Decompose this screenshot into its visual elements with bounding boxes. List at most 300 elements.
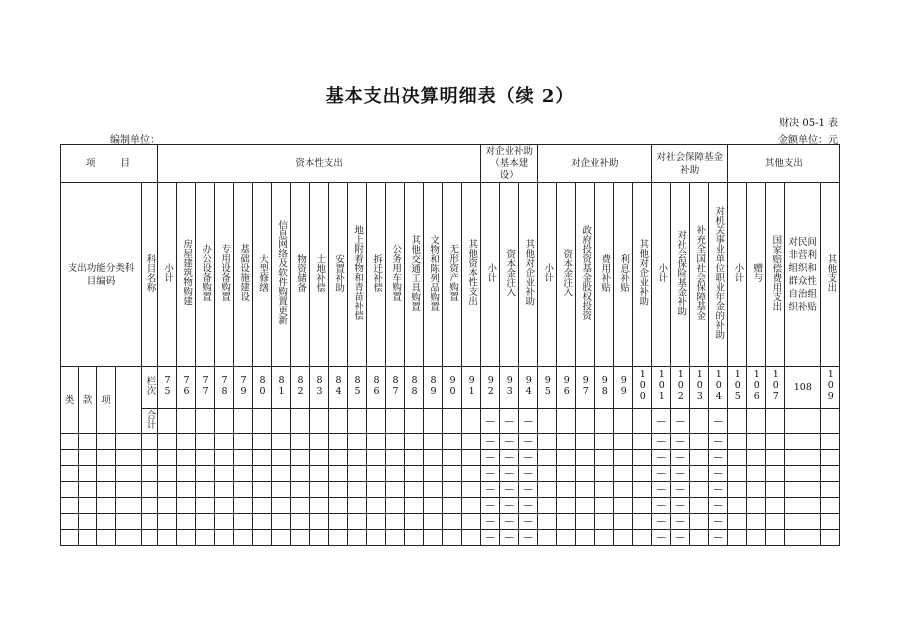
blank-cell <box>253 450 272 466</box>
blank-cell <box>177 498 196 514</box>
table-row <box>61 498 840 514</box>
blank-cell <box>633 434 652 450</box>
blank-cell <box>177 530 196 546</box>
blank-cell <box>690 450 709 466</box>
blank-cell <box>253 514 272 530</box>
blank-cell <box>557 530 576 546</box>
column-header-88 <box>405 183 424 367</box>
column-number-92 <box>481 367 500 409</box>
blank-cell <box>576 466 595 482</box>
column-number-106-text: 106 <box>751 369 763 402</box>
column-header-78 <box>215 183 234 367</box>
column-number-96-text: 96 <box>561 374 573 397</box>
dash-cell: — <box>652 530 671 546</box>
column-number-77 <box>196 367 215 409</box>
blank-cell <box>766 530 785 546</box>
blank-cell <box>728 530 747 546</box>
blank-cell <box>329 514 348 530</box>
dash-cell: — <box>500 498 519 514</box>
blank-cell <box>142 450 158 466</box>
dash-cell: — <box>519 482 538 498</box>
total-cell <box>386 409 405 434</box>
blank-cell <box>79 466 97 482</box>
column-number-95-text: 95 <box>542 374 554 397</box>
blank-cell <box>79 434 97 450</box>
blank-cell <box>576 530 595 546</box>
column-header-78-text: 专用设备购置 <box>219 244 231 301</box>
blank-cell <box>177 450 196 466</box>
blank-cell <box>158 450 177 466</box>
blank-cell <box>234 434 253 450</box>
blank-cell <box>728 514 747 530</box>
column-header-80-text: 大型修缮 <box>257 253 269 292</box>
blank-cell <box>234 514 253 530</box>
dash-cell: — <box>519 466 538 482</box>
blank-cell <box>443 450 462 466</box>
column-header-92-text: 小计 <box>485 263 497 282</box>
dash-cell: — <box>519 434 538 450</box>
dash-cell: — <box>709 482 728 498</box>
blank-cell <box>310 482 329 498</box>
blank-cell <box>142 530 158 546</box>
blank-cell <box>348 514 367 530</box>
blank-cell <box>576 434 595 450</box>
dash-cell: — <box>481 450 500 466</box>
dash-cell: — <box>709 409 728 434</box>
dash-cell: — <box>500 466 519 482</box>
column-number-109 <box>821 367 840 409</box>
blank-cell <box>595 514 614 530</box>
column-number-109-text: 109 <box>825 369 837 402</box>
blank-cell <box>348 530 367 546</box>
blank-cell <box>538 530 557 546</box>
blank-cell <box>97 530 116 546</box>
blank-cell <box>405 514 424 530</box>
blank-cell <box>116 530 142 546</box>
column-number-88-text: 88 <box>409 374 421 397</box>
blank-cell <box>614 530 633 546</box>
column-number-84-text: 84 <box>333 374 345 397</box>
blank-cell <box>272 450 291 466</box>
form-code: 财决 05-1 表 <box>779 118 838 129</box>
blank-cell <box>595 482 614 498</box>
column-header-107-text: 国家赔偿费用支出 <box>770 234 782 311</box>
column-header-105 <box>728 183 747 367</box>
blank-cell <box>97 466 116 482</box>
blank-cell <box>329 482 348 498</box>
blank-cell <box>61 498 79 514</box>
dash-cell: — <box>500 482 519 498</box>
blank-cell <box>538 466 557 482</box>
dash-cell: — <box>709 450 728 466</box>
blank-cell <box>747 498 766 514</box>
blank-cell <box>97 482 116 498</box>
column-header-89-text: 文物和陈列品购置 <box>428 234 440 311</box>
column-number-95 <box>538 367 557 409</box>
dash-cell: — <box>671 434 690 450</box>
blank-cell <box>116 450 142 466</box>
dash-cell: — <box>709 514 728 530</box>
column-header-75-text: 小计 <box>162 263 174 282</box>
header-social-security-subsidy: 对社会保障基金补助 <box>652 145 728 183</box>
column-number-91-text: 91 <box>466 374 478 397</box>
blank-cell <box>329 530 348 546</box>
dash-cell: — <box>519 514 538 530</box>
blank-cell <box>576 482 595 498</box>
blank-cell <box>576 498 595 514</box>
blank-cell <box>253 498 272 514</box>
column-header-77 <box>196 183 215 367</box>
column-header-87-text: 公务用车购置 <box>390 244 402 301</box>
dash-cell: — <box>481 409 500 434</box>
blank-cell <box>595 434 614 450</box>
dash-cell: — <box>500 434 519 450</box>
blank-cell <box>747 450 766 466</box>
total-cell <box>177 409 196 434</box>
blank-cell <box>595 466 614 482</box>
column-number-97 <box>576 367 595 409</box>
dash-cell: — <box>652 409 671 434</box>
blank-cell <box>79 530 97 546</box>
blank-cell <box>97 514 116 530</box>
table-row <box>61 466 840 482</box>
dash-cell: — <box>481 482 500 498</box>
blank-cell <box>462 450 481 466</box>
blank-cell <box>576 450 595 466</box>
blank-cell <box>196 498 215 514</box>
header-capital-expenditure: 资本性支出 <box>158 145 481 183</box>
blank-cell <box>367 434 386 450</box>
dash-cell: — <box>481 498 500 514</box>
table-row <box>61 530 840 546</box>
blank-cell <box>291 434 310 450</box>
blank-cell <box>272 514 291 530</box>
column-number-105 <box>728 367 747 409</box>
blank-cell <box>424 498 443 514</box>
blank-cell <box>215 514 234 530</box>
dash-cell: — <box>671 409 690 434</box>
blank-cell <box>386 450 405 466</box>
column-header-109 <box>821 183 840 367</box>
column-header-92 <box>481 183 500 367</box>
total-cell <box>348 409 367 434</box>
column-header-79 <box>234 183 253 367</box>
blank-cell <box>462 482 481 498</box>
blank-cell <box>272 434 291 450</box>
column-number-87 <box>386 367 405 409</box>
blank-cell <box>690 530 709 546</box>
blank-cell <box>61 450 79 466</box>
blank-cell <box>633 450 652 466</box>
dash-cell: — <box>671 450 690 466</box>
blank-cell <box>79 482 97 498</box>
blank-cell <box>443 498 462 514</box>
total-cell <box>367 409 386 434</box>
header-function-code: 支出功能分类科目编码 <box>61 183 142 367</box>
column-header-86 <box>367 183 386 367</box>
dash-cell: — <box>709 466 728 482</box>
column-number-75-text: 75 <box>162 374 174 397</box>
column-header-101 <box>652 183 671 367</box>
blank-cell <box>633 482 652 498</box>
blank-cell <box>576 514 595 530</box>
blank-cell <box>766 434 785 450</box>
column-number-103-text: 103 <box>694 369 706 402</box>
blank-cell <box>821 450 840 466</box>
blank-cell <box>557 498 576 514</box>
blank-cell <box>821 498 840 514</box>
blank-cell <box>747 514 766 530</box>
blank-cell <box>97 498 116 514</box>
blank-cell <box>158 482 177 498</box>
column-number-85 <box>348 367 367 409</box>
blank-cell <box>821 434 840 450</box>
blank-cell <box>462 466 481 482</box>
column-header-76 <box>177 183 196 367</box>
blank-cell <box>310 434 329 450</box>
blank-cell <box>821 466 840 482</box>
blank-cell <box>291 514 310 530</box>
column-number-75 <box>158 367 177 409</box>
blank-cell <box>253 530 272 546</box>
header-enterprise-subsidy-basic: 对企业补助（基本建设） <box>481 145 538 183</box>
blank-cell <box>196 434 215 450</box>
column-header-90 <box>443 183 462 367</box>
blank-cell <box>557 466 576 482</box>
blank-cell <box>462 514 481 530</box>
column-header-90-text: 无形资产购置 <box>447 244 459 301</box>
column-header-99-text: 利息补贴 <box>618 253 630 292</box>
blank-cell <box>79 498 97 514</box>
blank-cell <box>348 498 367 514</box>
total-cell <box>785 409 821 434</box>
total-cell <box>633 409 652 434</box>
blank-cell <box>272 466 291 482</box>
blank-cell <box>690 466 709 482</box>
column-number-94 <box>519 367 538 409</box>
blank-cell <box>728 482 747 498</box>
blank-cell <box>234 482 253 498</box>
blank-cell <box>690 482 709 498</box>
column-header-76-text: 房屋建筑物购建 <box>181 239 193 306</box>
column-header-98 <box>595 183 614 367</box>
blank-cell <box>348 434 367 450</box>
column-header-106-text: 赠与 <box>751 263 763 282</box>
dash-cell: — <box>481 434 500 450</box>
column-header-75 <box>158 183 177 367</box>
total-cell <box>329 409 348 434</box>
blank-cell <box>61 482 79 498</box>
blank-cell <box>766 514 785 530</box>
column-header-96-text: 资本金注入 <box>561 248 573 297</box>
dash-cell: — <box>500 409 519 434</box>
column-number-104 <box>709 367 728 409</box>
header-subject-name <box>142 183 158 367</box>
blank-cell <box>196 450 215 466</box>
column-header-94 <box>519 183 538 367</box>
total-cell <box>747 409 766 434</box>
dash-cell: — <box>519 530 538 546</box>
blank-cell <box>785 450 821 466</box>
header-lei: 类 <box>61 367 79 434</box>
blank-cell <box>215 498 234 514</box>
total-cell <box>310 409 329 434</box>
blank-cell <box>614 450 633 466</box>
column-number-100 <box>633 367 652 409</box>
blank-cell <box>272 498 291 514</box>
column-number-86-text: 86 <box>371 374 383 397</box>
blank-cell <box>116 498 142 514</box>
blank-cell <box>633 498 652 514</box>
column-number-87-text: 87 <box>390 374 402 397</box>
blank-cell <box>538 514 557 530</box>
column-number-107-text: 107 <box>770 369 782 402</box>
blank-cell <box>215 530 234 546</box>
blank-cell <box>405 434 424 450</box>
column-number-98-text: 98 <box>599 374 611 397</box>
blank-cell <box>310 450 329 466</box>
dash-cell: — <box>709 530 728 546</box>
blank-cell <box>310 498 329 514</box>
dash-cell: — <box>519 498 538 514</box>
total-cell <box>766 409 785 434</box>
blank-cell <box>386 514 405 530</box>
header-lanci <box>142 367 158 409</box>
blank-cell <box>386 434 405 450</box>
blank-cell <box>116 466 142 482</box>
expenditure-detail-table <box>60 144 840 546</box>
header-kuan: 款 <box>79 367 97 434</box>
column-number-78 <box>215 367 234 409</box>
column-number-92-text: 92 <box>485 374 497 397</box>
blank-cell <box>614 466 633 482</box>
column-number-81-text: 81 <box>276 374 288 397</box>
dash-cell: — <box>671 514 690 530</box>
header-blank <box>116 367 142 434</box>
column-number-104-text: 104 <box>713 369 725 402</box>
column-number-80-text: 80 <box>257 374 269 397</box>
blank-cell <box>329 434 348 450</box>
blank-cell <box>595 450 614 466</box>
column-number-82-text: 82 <box>295 374 307 397</box>
total-cell <box>462 409 481 434</box>
column-header-101-text: 小计 <box>656 263 668 282</box>
column-number-97-text: 97 <box>580 374 592 397</box>
blank-cell <box>766 498 785 514</box>
blank-cell <box>310 514 329 530</box>
header-item: 项 目 <box>61 145 158 183</box>
dash-cell: — <box>671 530 690 546</box>
total-cell <box>253 409 272 434</box>
column-header-94-text: 其他对企业补助 <box>523 239 535 306</box>
column-number-83-text: 83 <box>314 374 326 397</box>
blank-cell <box>196 530 215 546</box>
blank-cell <box>443 530 462 546</box>
dash-cell: — <box>519 409 538 434</box>
column-number-108: 108 <box>785 367 821 409</box>
total-cell <box>690 409 709 434</box>
blank-cell <box>405 482 424 498</box>
blank-cell <box>405 466 424 482</box>
column-header-82-text: 物资储备 <box>295 253 307 292</box>
blank-cell <box>785 434 821 450</box>
column-header-87 <box>386 183 405 367</box>
blank-cell <box>766 482 785 498</box>
blank-cell <box>557 450 576 466</box>
column-number-107 <box>766 367 785 409</box>
blank-cell <box>557 514 576 530</box>
column-header-95-text: 小计 <box>542 263 554 282</box>
column-number-88 <box>405 367 424 409</box>
column-number-99 <box>614 367 633 409</box>
blank-cell <box>443 514 462 530</box>
dash-cell: — <box>500 450 519 466</box>
blank-cell <box>215 482 234 498</box>
blank-cell <box>728 434 747 450</box>
total-cell <box>557 409 576 434</box>
blank-cell <box>747 434 766 450</box>
row-total-label-text: 合计 <box>144 409 156 429</box>
header-enterprise-subsidy: 对企业补助 <box>538 145 652 183</box>
blank-cell <box>386 466 405 482</box>
column-number-84 <box>329 367 348 409</box>
column-header-100-text: 其他对企业补助 <box>637 239 649 306</box>
dash-cell: — <box>519 450 538 466</box>
blank-cell <box>272 482 291 498</box>
blank-cell <box>424 482 443 498</box>
blank-cell <box>367 514 386 530</box>
column-header-99 <box>614 183 633 367</box>
blank-cell <box>61 434 79 450</box>
total-cell <box>595 409 614 434</box>
blank-cell <box>462 530 481 546</box>
blank-cell <box>348 466 367 482</box>
blank-cell <box>329 498 348 514</box>
total-cell <box>196 409 215 434</box>
blank-cell <box>785 514 821 530</box>
amount-unit-label: 金额单位：元 <box>778 135 838 146</box>
column-number-90 <box>443 367 462 409</box>
compiling-unit-label: 编制单位： <box>110 135 160 146</box>
dash-cell: — <box>671 498 690 514</box>
total-cell <box>158 409 177 434</box>
header-other-expenditure: 其他支出 <box>728 145 840 183</box>
column-header-102-text: 对社会保险基金补助 <box>675 229 687 316</box>
blank-cell <box>785 482 821 498</box>
blank-cell <box>538 482 557 498</box>
dash-cell: — <box>709 434 728 450</box>
blank-cell <box>234 530 253 546</box>
blank-cell <box>633 530 652 546</box>
column-header-106 <box>747 183 766 367</box>
blank-cell <box>142 482 158 498</box>
dash-cell: — <box>652 514 671 530</box>
blank-cell <box>747 466 766 482</box>
blank-cell <box>443 434 462 450</box>
table-row <box>61 514 840 530</box>
blank-cell <box>158 466 177 482</box>
column-header-86-text: 拆迁补偿 <box>371 253 383 292</box>
column-number-102 <box>671 367 690 409</box>
blank-cell <box>557 434 576 450</box>
total-cell <box>234 409 253 434</box>
dash-cell: — <box>671 466 690 482</box>
column-number-81 <box>272 367 291 409</box>
blank-cell <box>234 466 253 482</box>
column-header-91-text: 其他资本性支出 <box>466 239 478 306</box>
total-cell <box>272 409 291 434</box>
blank-cell <box>291 466 310 482</box>
